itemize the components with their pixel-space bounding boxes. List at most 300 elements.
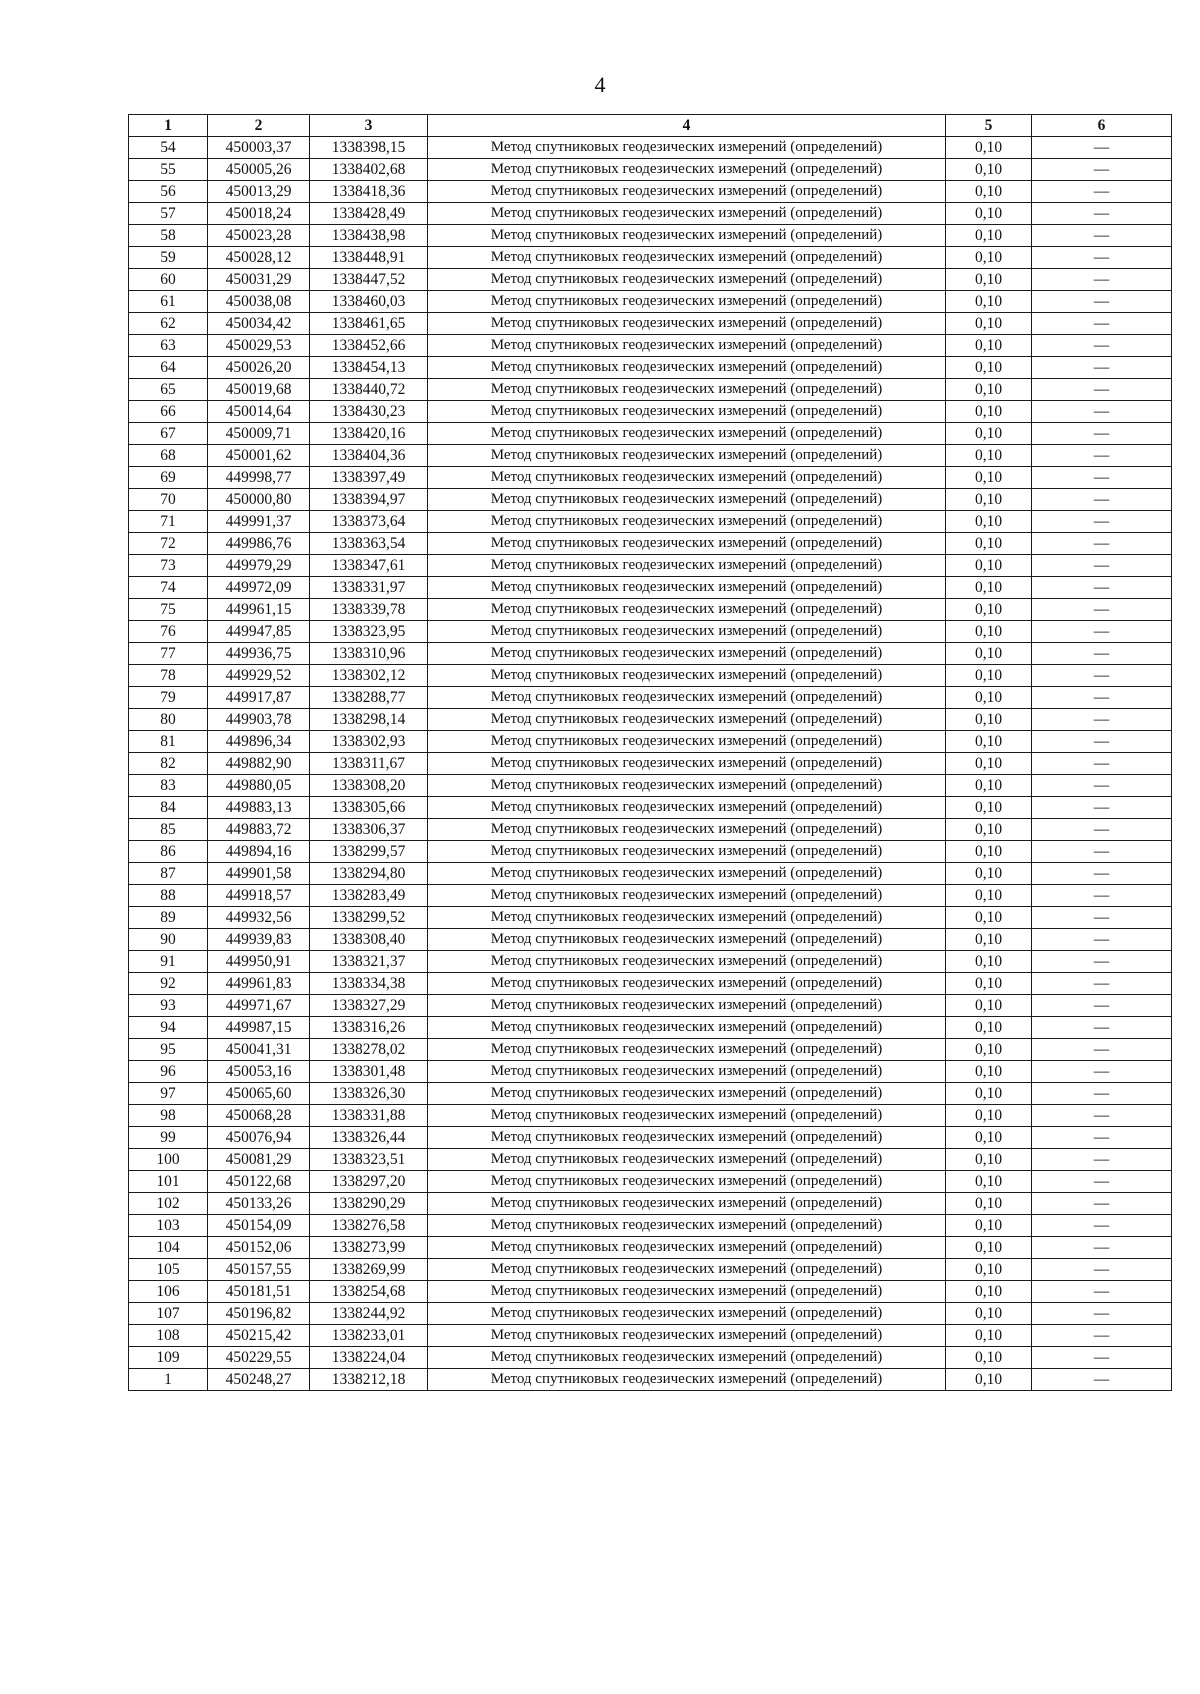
cell-accuracy: 0,10 [946,753,1032,775]
cell-accuracy: 0,10 [946,1171,1032,1193]
header-col-3: 3 [310,115,428,137]
cell-accuracy: 0,10 [946,1259,1032,1281]
cell-accuracy: 0,10 [946,1215,1032,1237]
cell-x-coordinate: 449903,78 [208,709,310,731]
cell-y-coordinate: 1338288,77 [310,687,428,709]
cell-accuracy: 0,10 [946,1039,1032,1061]
cell-y-coordinate: 1338302,12 [310,665,428,687]
cell-description: — [1032,1149,1172,1171]
cell-method: Метод спутниковых геодезических измерений (определений) [428,357,946,379]
cell-method: Метод спутниковых геодезических измерений (определений) [428,335,946,357]
cell-accuracy: 0,10 [946,1281,1032,1303]
cell-description: — [1032,269,1172,291]
table-row [129,973,1172,995]
cell-method: Метод спутниковых геодезических измерений (определений) [428,1127,946,1149]
cell-method: Метод спутниковых геодезических измерений (определений) [428,511,946,533]
header-col-4: 4 [428,115,946,137]
cell-method: Метод спутниковых геодезических измерений (определений) [428,775,946,797]
cell-point-number: 80 [129,709,208,731]
table-row [129,1347,1172,1369]
cell-method: Метод спутниковых геодезических измерений (определений) [428,555,946,577]
cell-x-coordinate: 449880,05 [208,775,310,797]
cell-y-coordinate: 1338306,37 [310,819,428,841]
cell-point-number: 55 [129,159,208,181]
cell-y-coordinate: 1338297,20 [310,1171,428,1193]
cell-accuracy: 0,10 [946,665,1032,687]
table-row [129,555,1172,577]
cell-x-coordinate: 449918,57 [208,885,310,907]
table-row [129,577,1172,599]
table-row [129,621,1172,643]
cell-y-coordinate: 1338283,49 [310,885,428,907]
cell-accuracy: 0,10 [946,1083,1032,1105]
table-row [129,511,1172,533]
cell-y-coordinate: 1338233,01 [310,1325,428,1347]
cell-description: — [1032,995,1172,1017]
cell-x-coordinate: 449929,52 [208,665,310,687]
cell-point-number: 108 [129,1325,208,1347]
cell-x-coordinate: 449894,16 [208,841,310,863]
table-body [129,137,1172,1391]
cell-accuracy: 0,10 [946,731,1032,753]
cell-description: — [1032,423,1172,445]
cell-y-coordinate: 1338299,52 [310,907,428,929]
table-row [129,1259,1172,1281]
cell-accuracy: 0,10 [946,423,1032,445]
cell-x-coordinate: 450019,68 [208,379,310,401]
cell-accuracy: 0,10 [946,137,1032,159]
cell-method: Метод спутниковых геодезических измерений (определений) [428,1149,946,1171]
cell-accuracy: 0,10 [946,1325,1032,1347]
cell-method: Метод спутниковых геодезических измерений (определений) [428,291,946,313]
table-row [129,401,1172,423]
cell-y-coordinate: 1338440,72 [310,379,428,401]
table-row [129,841,1172,863]
cell-description: — [1032,753,1172,775]
cell-point-number: 96 [129,1061,208,1083]
cell-point-number: 94 [129,1017,208,1039]
cell-method: Метод спутниковых геодезических измерений (определений) [428,1171,946,1193]
cell-point-number: 101 [129,1171,208,1193]
cell-y-coordinate: 1338273,99 [310,1237,428,1259]
table-row [129,907,1172,929]
cell-x-coordinate: 449932,56 [208,907,310,929]
cell-description: — [1032,291,1172,313]
cell-point-number: 88 [129,885,208,907]
cell-point-number: 93 [129,995,208,1017]
cell-description: — [1032,731,1172,753]
cell-description: — [1032,401,1172,423]
table-row [129,665,1172,687]
cell-point-number: 83 [129,775,208,797]
cell-point-number: 68 [129,445,208,467]
cell-accuracy: 0,10 [946,709,1032,731]
cell-y-coordinate: 1338454,13 [310,357,428,379]
table-row [129,1083,1172,1105]
cell-y-coordinate: 1338308,20 [310,775,428,797]
cell-description: — [1032,577,1172,599]
cell-y-coordinate: 1338301,48 [310,1061,428,1083]
cell-point-number: 70 [129,489,208,511]
cell-description: — [1032,533,1172,555]
table-row [129,885,1172,907]
cell-x-coordinate: 449987,15 [208,1017,310,1039]
cell-accuracy: 0,10 [946,775,1032,797]
cell-description: — [1032,1105,1172,1127]
table-row [129,269,1172,291]
cell-accuracy: 0,10 [946,1127,1032,1149]
cell-x-coordinate: 450003,37 [208,137,310,159]
header-col-1: 1 [129,115,208,137]
cell-point-number: 97 [129,1083,208,1105]
cell-y-coordinate: 1338323,95 [310,621,428,643]
cell-x-coordinate: 449947,85 [208,621,310,643]
cell-x-coordinate: 449971,67 [208,995,310,1017]
cell-y-coordinate: 1338326,30 [310,1083,428,1105]
cell-description: — [1032,1325,1172,1347]
cell-method: Метод спутниковых геодезических измерений (определений) [428,379,946,401]
cell-point-number: 65 [129,379,208,401]
cell-y-coordinate: 1338331,88 [310,1105,428,1127]
cell-x-coordinate: 449939,83 [208,929,310,951]
cell-method: Метод спутниковых геодезических измерений (определений) [428,1281,946,1303]
cell-method: Метод спутниковых геодезических измерений (определений) [428,1347,946,1369]
table-row [129,1127,1172,1149]
cell-method: Метод спутниковых геодезических измерений (определений) [428,203,946,225]
cell-point-number: 64 [129,357,208,379]
cell-point-number: 57 [129,203,208,225]
cell-accuracy: 0,10 [946,885,1032,907]
cell-method: Метод спутниковых геодезических измерений (определений) [428,995,946,1017]
cell-accuracy: 0,10 [946,819,1032,841]
cell-point-number: 69 [129,467,208,489]
cell-description: — [1032,1039,1172,1061]
cell-point-number: 82 [129,753,208,775]
cell-method: Метод спутниковых геодезических измерений (определений) [428,621,946,643]
cell-accuracy: 0,10 [946,203,1032,225]
cell-point-number: 87 [129,863,208,885]
cell-description: — [1032,665,1172,687]
cell-accuracy: 0,10 [946,929,1032,951]
table-row [129,863,1172,885]
cell-method: Метод спутниковых геодезических измерений (определений) [428,423,946,445]
cell-method: Метод спутниковых геодезических измерений (определений) [428,1369,946,1391]
table-row [129,775,1172,797]
table-row [129,1105,1172,1127]
cell-method: Метод спутниковых геодезических измерений (определений) [428,709,946,731]
cell-description: — [1032,159,1172,181]
cell-x-coordinate: 449936,75 [208,643,310,665]
cell-y-coordinate: 1338224,04 [310,1347,428,1369]
cell-point-number: 61 [129,291,208,313]
cell-description: — [1032,137,1172,159]
cell-accuracy: 0,10 [946,863,1032,885]
cell-x-coordinate: 449896,34 [208,731,310,753]
cell-point-number: 78 [129,665,208,687]
cell-y-coordinate: 1338334,38 [310,973,428,995]
coordinates-table [128,114,1172,1391]
cell-point-number: 77 [129,643,208,665]
cell-method: Метод спутниковых геодезических измерений (определений) [428,929,946,951]
cell-x-coordinate: 450005,26 [208,159,310,181]
cell-description: — [1032,1083,1172,1105]
cell-point-number: 84 [129,797,208,819]
cell-method: Метод спутниковых геодезических измерений (определений) [428,731,946,753]
cell-x-coordinate: 449961,83 [208,973,310,995]
cell-x-coordinate: 450053,16 [208,1061,310,1083]
cell-x-coordinate: 449961,15 [208,599,310,621]
cell-description: — [1032,1237,1172,1259]
cell-y-coordinate: 1338347,61 [310,555,428,577]
table-row [129,533,1172,555]
cell-description: — [1032,1061,1172,1083]
cell-point-number: 59 [129,247,208,269]
cell-point-number: 75 [129,599,208,621]
cell-x-coordinate: 450028,12 [208,247,310,269]
cell-x-coordinate: 450031,29 [208,269,310,291]
table-row [129,1369,1172,1391]
cell-method: Метод спутниковых геодезических измерений (определений) [428,1193,946,1215]
cell-y-coordinate: 1338278,02 [310,1039,428,1061]
cell-y-coordinate: 1338269,99 [310,1259,428,1281]
table-row [129,1237,1172,1259]
table-row [129,709,1172,731]
cell-accuracy: 0,10 [946,995,1032,1017]
cell-method: Метод спутниковых геодезических измерений (определений) [428,1017,946,1039]
cell-method: Метод спутниковых геодезических измерений (определений) [428,1039,946,1061]
cell-method: Метод спутниковых геодезических измерений (определений) [428,643,946,665]
cell-x-coordinate: 450026,20 [208,357,310,379]
cell-x-coordinate: 450229,55 [208,1347,310,1369]
cell-accuracy: 0,10 [946,841,1032,863]
cell-description: — [1032,797,1172,819]
cell-y-coordinate: 1338394,97 [310,489,428,511]
cell-point-number: 106 [129,1281,208,1303]
cell-x-coordinate: 450018,24 [208,203,310,225]
cell-x-coordinate: 450001,62 [208,445,310,467]
cell-point-number: 73 [129,555,208,577]
header-col-2: 2 [208,115,310,137]
cell-x-coordinate: 450181,51 [208,1281,310,1303]
cell-point-number: 90 [129,929,208,951]
cell-accuracy: 0,10 [946,1061,1032,1083]
cell-description: — [1032,599,1172,621]
cell-x-coordinate: 449998,77 [208,467,310,489]
cell-method: Метод спутниковых геодезических измерений (определений) [428,1083,946,1105]
cell-description: — [1032,929,1172,951]
cell-y-coordinate: 1338447,52 [310,269,428,291]
table-row [129,643,1172,665]
table-row [129,423,1172,445]
cell-accuracy: 0,10 [946,1237,1032,1259]
cell-y-coordinate: 1338331,97 [310,577,428,599]
cell-description: — [1032,511,1172,533]
cell-accuracy: 0,10 [946,577,1032,599]
cell-accuracy: 0,10 [946,1347,1032,1369]
cell-method: Метод спутниковых геодезических измерений (определений) [428,863,946,885]
cell-description: — [1032,1259,1172,1281]
cell-method: Метод спутниковых геодезических измерений (определений) [428,753,946,775]
cell-y-coordinate: 1338428,49 [310,203,428,225]
cell-accuracy: 0,10 [946,1193,1032,1215]
cell-description: — [1032,445,1172,467]
cell-y-coordinate: 1338404,36 [310,445,428,467]
cell-description: — [1032,313,1172,335]
cell-x-coordinate: 450157,55 [208,1259,310,1281]
cell-point-number: 63 [129,335,208,357]
cell-y-coordinate: 1338326,44 [310,1127,428,1149]
cell-description: — [1032,225,1172,247]
cell-x-coordinate: 449883,72 [208,819,310,841]
cell-description: — [1032,1303,1172,1325]
cell-x-coordinate: 450081,29 [208,1149,310,1171]
cell-accuracy: 0,10 [946,181,1032,203]
cell-point-number: 100 [129,1149,208,1171]
cell-y-coordinate: 1338290,29 [310,1193,428,1215]
cell-description: — [1032,555,1172,577]
cell-method: Метод спутниковых геодезических измерений (определений) [428,1061,946,1083]
cell-y-coordinate: 1338448,91 [310,247,428,269]
cell-accuracy: 0,10 [946,907,1032,929]
cell-y-coordinate: 1338418,36 [310,181,428,203]
cell-method: Метод спутниковых геодезических измерений (определений) [428,1237,946,1259]
cell-description: — [1032,1215,1172,1237]
cell-y-coordinate: 1338212,18 [310,1369,428,1391]
cell-accuracy: 0,10 [946,335,1032,357]
cell-x-coordinate: 450013,29 [208,181,310,203]
cell-method: Метод спутниковых геодезических измерений (определений) [428,269,946,291]
table-row [129,1061,1172,1083]
cell-method: Метод спутниковых геодезических измерений (определений) [428,665,946,687]
cell-y-coordinate: 1338438,98 [310,225,428,247]
cell-description: — [1032,973,1172,995]
cell-description: — [1032,775,1172,797]
cell-accuracy: 0,10 [946,951,1032,973]
cell-method: Метод спутниковых геодезических измерений (определений) [428,533,946,555]
table-row [129,313,1172,335]
cell-description: — [1032,357,1172,379]
table-row [129,1325,1172,1347]
cell-x-coordinate: 450029,53 [208,335,310,357]
cell-method: Метод спутниковых геодезических измерений (определений) [428,401,946,423]
cell-point-number: 76 [129,621,208,643]
cell-method: Метод спутниковых геодезических измерений (определений) [428,885,946,907]
cell-x-coordinate: 449991,37 [208,511,310,533]
cell-point-number: 89 [129,907,208,929]
cell-method: Метод спутниковых геодезических измерений (определений) [428,1325,946,1347]
cell-description: — [1032,1017,1172,1039]
table-row [129,1039,1172,1061]
cell-y-coordinate: 1338310,96 [310,643,428,665]
cell-y-coordinate: 1338461,65 [310,313,428,335]
cell-point-number: 95 [129,1039,208,1061]
cell-point-number: 98 [129,1105,208,1127]
cell-method: Метод спутниковых геодезических измерений (определений) [428,489,946,511]
cell-method: Метод спутниковых геодезических измерений (определений) [428,1303,946,1325]
table-header [129,115,1172,137]
cell-method: Метод спутниковых геодезических измерений (определений) [428,137,946,159]
cell-point-number: 56 [129,181,208,203]
cell-description: — [1032,1347,1172,1369]
cell-x-coordinate: 450248,27 [208,1369,310,1391]
cell-x-coordinate: 450014,64 [208,401,310,423]
cell-x-coordinate: 450196,82 [208,1303,310,1325]
cell-accuracy: 0,10 [946,467,1032,489]
cell-y-coordinate: 1338420,16 [310,423,428,445]
cell-description: — [1032,687,1172,709]
table-row [129,1303,1172,1325]
cell-x-coordinate: 450154,09 [208,1215,310,1237]
cell-method: Метод спутниковых геодезических измерений (определений) [428,313,946,335]
cell-description: — [1032,247,1172,269]
cell-accuracy: 0,10 [946,687,1032,709]
cell-y-coordinate: 1338254,68 [310,1281,428,1303]
cell-point-number: 74 [129,577,208,599]
cell-accuracy: 0,10 [946,1017,1032,1039]
cell-point-number: 62 [129,313,208,335]
cell-y-coordinate: 1338311,67 [310,753,428,775]
cell-x-coordinate: 450065,60 [208,1083,310,1105]
cell-description: — [1032,379,1172,401]
table-row [129,159,1172,181]
cell-accuracy: 0,10 [946,1105,1032,1127]
cell-description: — [1032,489,1172,511]
cell-point-number: 71 [129,511,208,533]
table-row [129,951,1172,973]
cell-accuracy: 0,10 [946,225,1032,247]
table-row [129,1193,1172,1215]
cell-y-coordinate: 1338397,49 [310,467,428,489]
cell-point-number: 99 [129,1127,208,1149]
cell-accuracy: 0,10 [946,533,1032,555]
cell-method: Метод спутниковых геодезических измерений (определений) [428,159,946,181]
table-row [129,137,1172,159]
table-row [129,247,1172,269]
cell-y-coordinate: 1338460,03 [310,291,428,313]
cell-accuracy: 0,10 [946,401,1032,423]
cell-point-number: 1 [129,1369,208,1391]
cell-description: — [1032,1171,1172,1193]
cell-description: — [1032,181,1172,203]
cell-method: Метод спутниковых геодезических измерений (определений) [428,181,946,203]
table-row [129,1149,1172,1171]
cell-method: Метод спутниковых геодезических измерений (определений) [428,599,946,621]
cell-method: Метод спутниковых геодезических измерений (определений) [428,1105,946,1127]
cell-method: Метод спутниковых геодезических измерений (определений) [428,797,946,819]
table-row [129,1281,1172,1303]
table-row [129,379,1172,401]
cell-accuracy: 0,10 [946,159,1032,181]
cell-accuracy: 0,10 [946,621,1032,643]
cell-point-number: 105 [129,1259,208,1281]
cell-description: — [1032,1193,1172,1215]
table-row [129,731,1172,753]
table-row [129,599,1172,621]
cell-point-number: 79 [129,687,208,709]
cell-description: — [1032,335,1172,357]
cell-method: Метод спутниковых геодезических измерений (определений) [428,1215,946,1237]
cell-y-coordinate: 1338402,68 [310,159,428,181]
cell-point-number: 67 [129,423,208,445]
cell-y-coordinate: 1338398,15 [310,137,428,159]
cell-y-coordinate: 1338305,66 [310,797,428,819]
cell-y-coordinate: 1338452,66 [310,335,428,357]
cell-x-coordinate: 450038,08 [208,291,310,313]
table-row [129,291,1172,313]
cell-description: — [1032,203,1172,225]
cell-point-number: 81 [129,731,208,753]
table-row [129,929,1172,951]
